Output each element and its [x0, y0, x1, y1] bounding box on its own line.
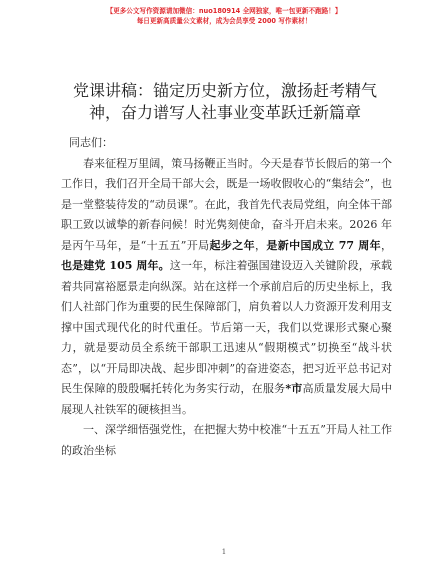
bold-phrase-start-year: 起步之年 [209, 238, 255, 252]
greeting: 同志们： [69, 136, 113, 149]
paragraph-intro-text: 春来征程万里阔，策马扬鞭正当时。今天是春节长假后的第一个工作日，我们召开全局干部大会，既是一场收假收心的“集结会”，也是一堂整装待发的“动员课”。在此，我首先代表局党组，向全体干部职工致以诚挚的新春问候！时光隽刻使命，奋斗开启未来。2026 年是丙午马年，是“十五五”开局 [61, 156, 392, 252]
page-number: 1 [221, 548, 227, 556]
paragraph-intro-continued: 这一年，标注着强国建设迈入关键阶段，承载着共同富裕愿景走向纵深。站在这样一个承前启后的历史坐标上，我们人社部门作为重要的民生保障部门，肩负着以人力资源开发利用支撑中国式现代化的时代重任。节后第一天，我们以党课形式聚心聚力，就是要动员全系统干部职工迅速从“假期模式”切换至“战斗状态”，以“开局即决战、起步即冲刺”的奋进姿态，把习近平总书记对民生保障的殷殷嘱托转化为务实行动，在服务 [61, 259, 393, 395]
promo-banner-line-2: 每日更新高质量公文素材，成为会员享受 2000 写作素材！ [136, 17, 312, 25]
punct: ， [254, 238, 267, 252]
punct: ， [381, 238, 393, 252]
document-body [61, 133, 392, 461]
bold-phrase-party-anniversary: 也是建党 105 周年。 [61, 259, 170, 272]
paragraph-intro [61, 154, 392, 421]
promo-banner-line-1: 【更多公文写作资源请加微信：nuo180914 全网独家，唯一包更新不跑路！】 [106, 7, 342, 15]
document-title: 党课讲稿：锚定历史新方位，激扬赶考精气神，奋力谱写人社事业变革跃迁新篇章 [72, 81, 377, 122]
bold-phrase-city: *市 [285, 382, 303, 395]
section-heading-1: 一、深学细悟强党性，在把握大势中校准“十五五”开局人社工作的政治坐标 [61, 423, 392, 457]
bold-phrase-prc-anniversary: 是新中国成立 77 周年 [266, 238, 382, 252]
paragraph-intro-end: 高质量发展大局中展现人社铁军的硬核担当。 [61, 382, 393, 416]
promo-banner [0, 6, 448, 26]
